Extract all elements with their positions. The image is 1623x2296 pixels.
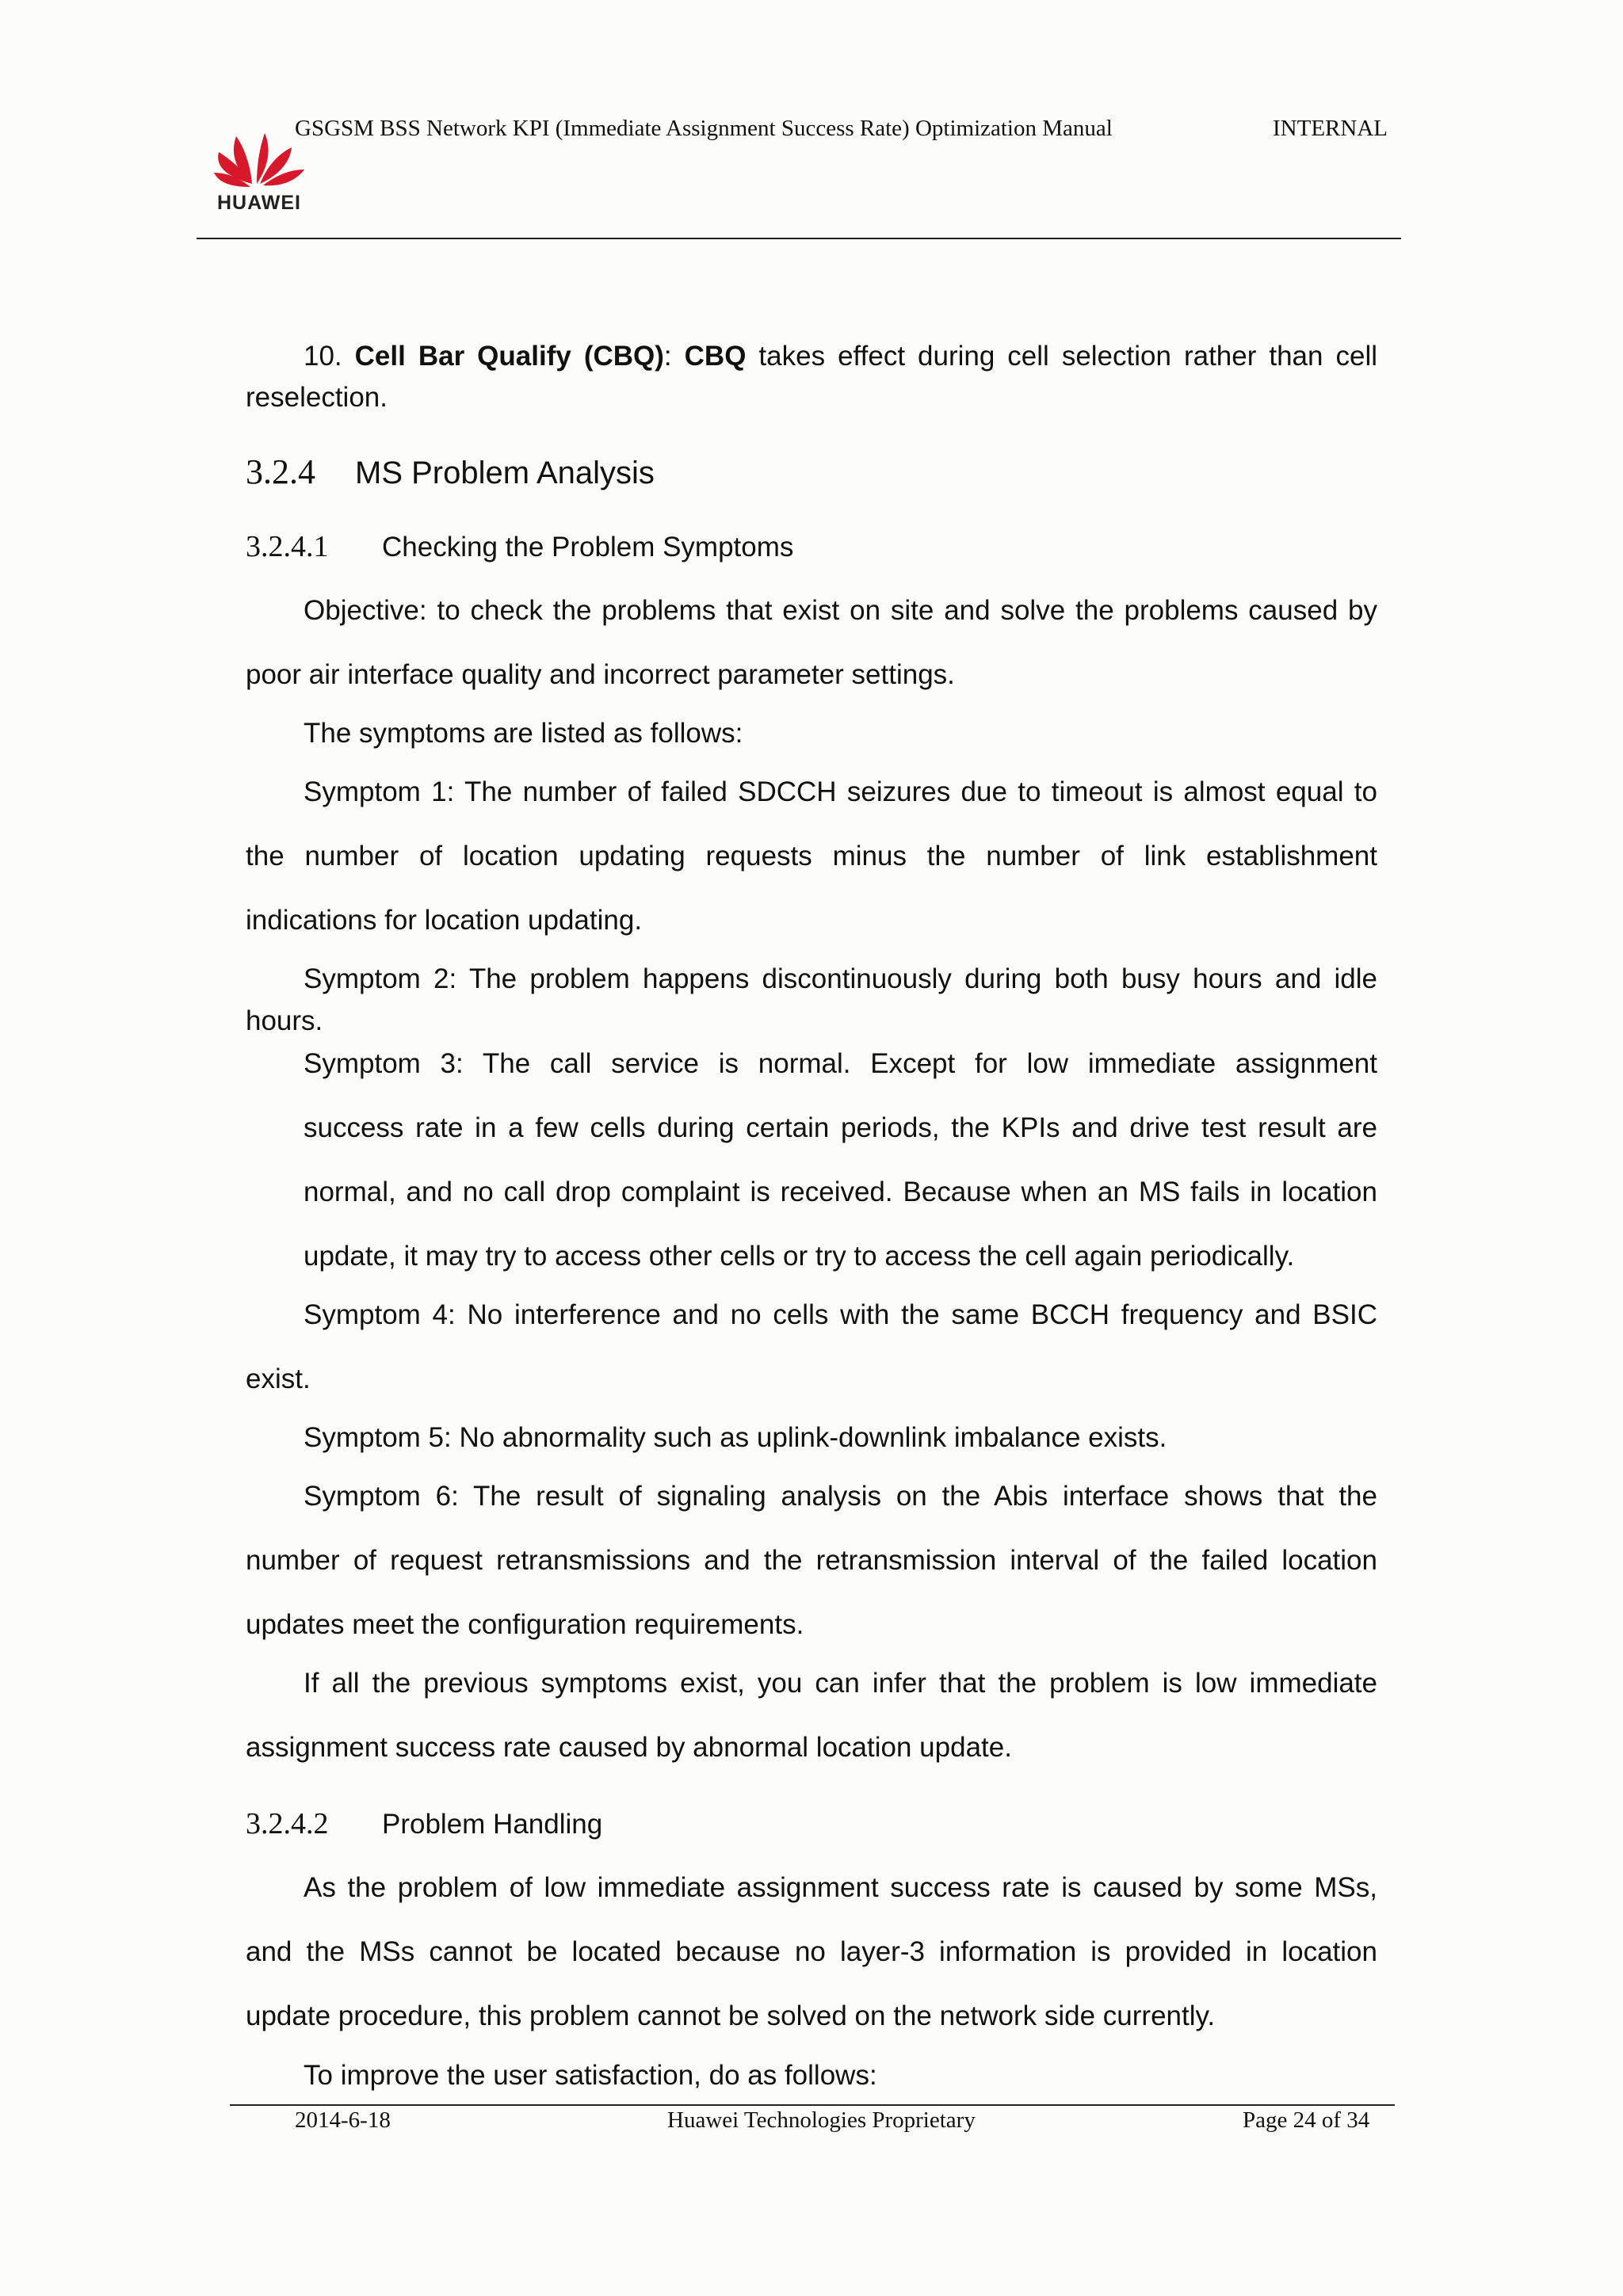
- section-title: Checking the Problem Symptoms: [382, 532, 794, 563]
- symptom3-line4: update, it may try to access other cells or try to access the cell again periodically.: [304, 1241, 1295, 1272]
- handling-line3: update procedure, this problem cannot be solved on the network side currently.: [246, 2000, 1216, 2031]
- footer-date: 2014-6-18: [295, 2107, 391, 2133]
- huawei-wordmark: HUAWEI: [217, 192, 301, 214]
- item10-line1: [304, 336, 1377, 377]
- inference-line1: If all the previous symptoms exist, you can infer that the problem is low immediate: [304, 1668, 1377, 1699]
- item10-rest: takes effect during cell selection rather than cell: [758, 341, 1377, 372]
- objective-line1: Objective: to check the problems that exist on site and solve the problems caused by: [304, 595, 1377, 626]
- item10-abbr: CBQ: [684, 341, 747, 372]
- symptom3-line1: Symptom 3: The call service is normal. Except for low immediate assignment: [304, 1048, 1377, 1079]
- symptom6-line1: Symptom 6: The result of signaling analysis on the Abis interface shows that the: [304, 1481, 1377, 1512]
- symptom3-line2: success rate in a few cells during certain periods, the KPIs and drive test result are: [304, 1112, 1377, 1143]
- symptom6-line3: updates meet the configuration requirements.: [246, 1609, 804, 1640]
- handling-line1: As the problem of low immediate assignment success rate is caused by some MSs,: [304, 1872, 1377, 1903]
- symptom5: Symptom 5: No abnormality such as uplink-downlink imbalance exists.: [304, 1422, 1167, 1453]
- symptom1-line3: indications for location updating.: [246, 905, 643, 936]
- section-number: 3.2.4.1: [246, 530, 329, 563]
- section-number: 3.2.4: [246, 452, 315, 491]
- footer-proprietary: Huawei Technologies Proprietary: [667, 2107, 976, 2133]
- symptom1-line1: Symptom 1: The number of failed SDCCH seizures due to timeout is almost equal to: [304, 776, 1377, 807]
- symptoms-intro: The symptoms are listed as follows:: [304, 718, 743, 749]
- item10-number: 10.: [304, 341, 342, 372]
- symptom3-line3: normal, and no call drop complaint is received. Because when an MS fails in location: [304, 1177, 1377, 1207]
- header-classification: INTERNAL: [1273, 116, 1388, 141]
- symptom2-line2: hours.: [246, 1005, 323, 1036]
- section-heading-3-2-4: [246, 452, 655, 492]
- header-title: GSGSM BSS Network KPI (Immediate Assignment Success Rate) Optimization Manual: [295, 116, 1113, 141]
- item10-colon: :: [663, 341, 672, 372]
- item10-line2: reselection.: [246, 382, 388, 413]
- objective-line2: poor air interface quality and incorrect parameter settings.: [246, 659, 955, 690]
- header-divider: [197, 238, 1401, 239]
- symptom2-line1: Symptom 2: The problem happens discontinuously during both busy hours and idle: [304, 963, 1377, 994]
- symptom1-line2: the number of location updating requests minus the number of link establishment: [246, 841, 1377, 871]
- section-heading-3-2-4-2: [246, 1806, 602, 1841]
- improve-line: To improve the user satisfaction, do as follows:: [304, 2060, 877, 2091]
- symptom4-line2: exist.: [246, 1363, 311, 1394]
- handling-line2: and the MSs cannot be located because no layer-3 information is provided in location: [246, 1936, 1377, 1967]
- symptom4-line1: Symptom 4: No interference and no cells with the same BCCH frequency and BSIC: [304, 1299, 1377, 1330]
- section-title: MS Problem Analysis: [355, 456, 655, 490]
- footer-page-number: Page 24 of 34: [1243, 2107, 1370, 2133]
- section-number: 3.2.4.2: [246, 1807, 329, 1840]
- inference-line2: assignment success rate caused by abnormal location update.: [246, 1732, 1012, 1763]
- footer-divider: [230, 2104, 1395, 2106]
- section-heading-3-2-4-1: [246, 529, 793, 564]
- item10-term: Cell Bar Qualify (CBQ): [354, 341, 664, 372]
- section-title: Problem Handling: [382, 1809, 603, 1840]
- symptom6-line2: number of request retransmissions and the retransmission interval of the failed location: [246, 1545, 1377, 1576]
